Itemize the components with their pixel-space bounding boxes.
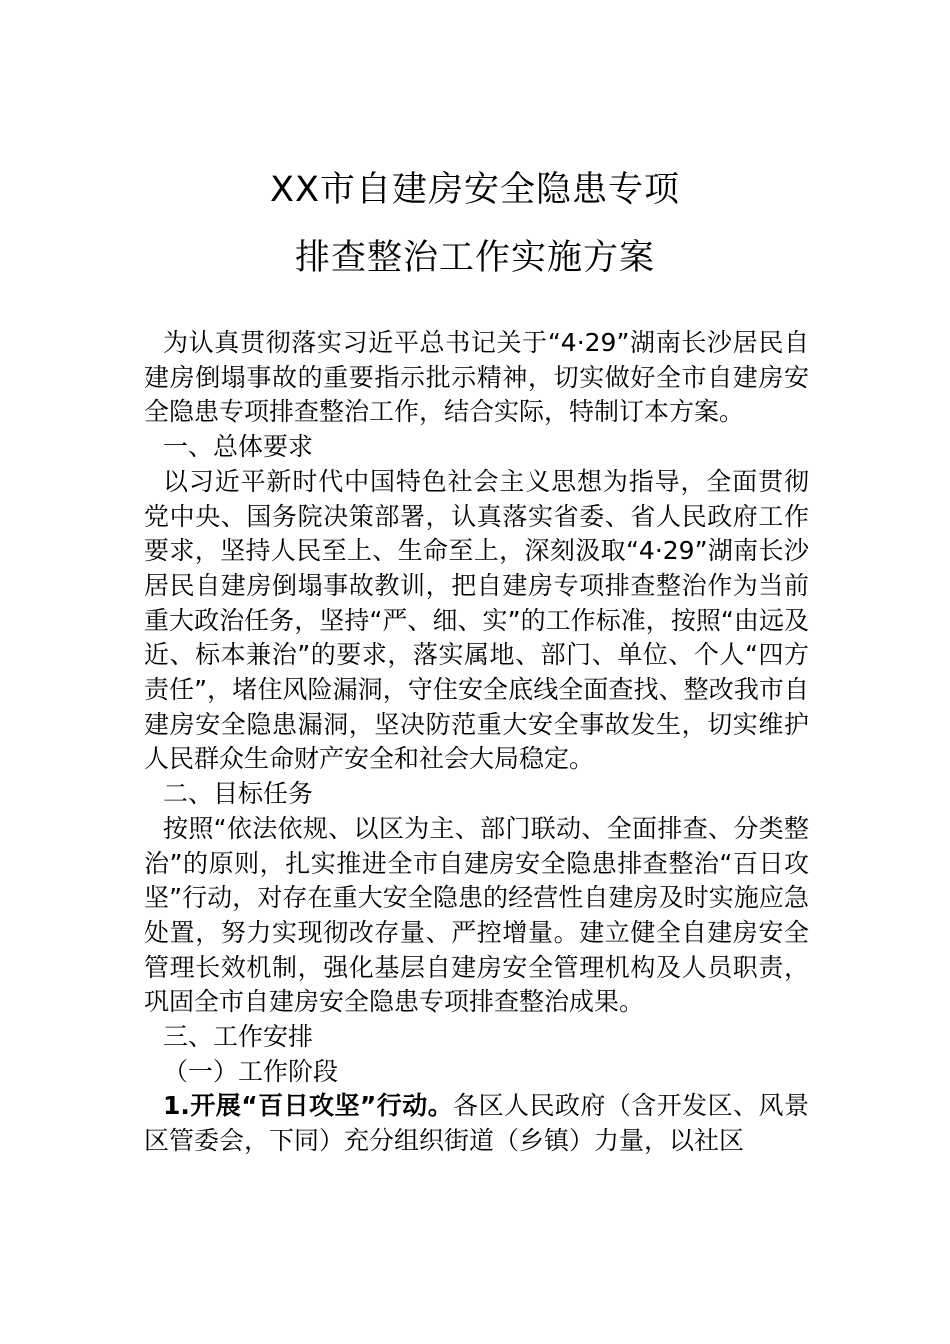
intro-paragraph: 为认真贯彻落实习近平总书记关于“4·29”湖南长沙居民自建房倒塌事故的重要指示批示精神，切实做好全市自建房安全隐患专项排查整治工作，结合实际，特制订本方案。 — [144, 328, 809, 427]
item-lead-hundred-days: 1.开展“百日攻坚”行动。 — [163, 1091, 454, 1121]
subsection-heading-work-stages: （一）工作阶段 — [163, 1056, 339, 1086]
document-title-line-2: 排查整治工作实施方案 — [294, 238, 655, 278]
document-body — [144, 326, 809, 1159]
section-heading-goals: 二、目标任务 — [163, 779, 314, 809]
goals-paragraph: 按照“依法依规、以区为主、部门联动、全面排查、分类整治”的原则，扎实推进全市自建房安全隐患排查整治“百日攻坚”行动，对存在重大安全隐患的经营性自建房及时实施应急处置，努力实现彻改存量、严控增量。建立健全自建房安全管理长效机制，强化基层自建房安全管理机构及人员职责，巩固全市自建房安全隐患专项排查整治成果。 — [144, 813, 809, 1017]
section-heading-work-arrangement: 三、工作安排 — [163, 1022, 314, 1052]
item-paragraph-hundred-days — [144, 1089, 809, 1158]
general-requirements-paragraph: 以习近平新时代中国特色社会主义思想为指导，全面贯彻党中央、国务院决策部署，认真落实省委、省人民政府工作要求，坚持人民至上、生命至上，深刻汲取“4·29”湖南长沙居民自建房倒塌事故教训，把自建房专项排查整治作为当前重大政治任务，坚持“严、细、实”的工作标准，按照“由远及近、标本兼治”的要求，落实属地、部门、单位、个人“四方责任”，堵住风险漏洞，守住安全底线全面查找、整改我市自建房安全隐患漏洞，坚决防范重大安全事故发生，切实维护人民群众生命财产安全和社会大局稳定。 — [144, 466, 809, 774]
section-heading-general-requirements: 一、总体要求 — [163, 432, 314, 462]
item-text-hundred-days: 各区人民政府（含开发区、风景区管委会，下同）充分组织街道（乡镇）力量，以社区 — [144, 1091, 809, 1156]
document-title-line-1: XX市自建房安全隐患专项 — [270, 170, 680, 210]
